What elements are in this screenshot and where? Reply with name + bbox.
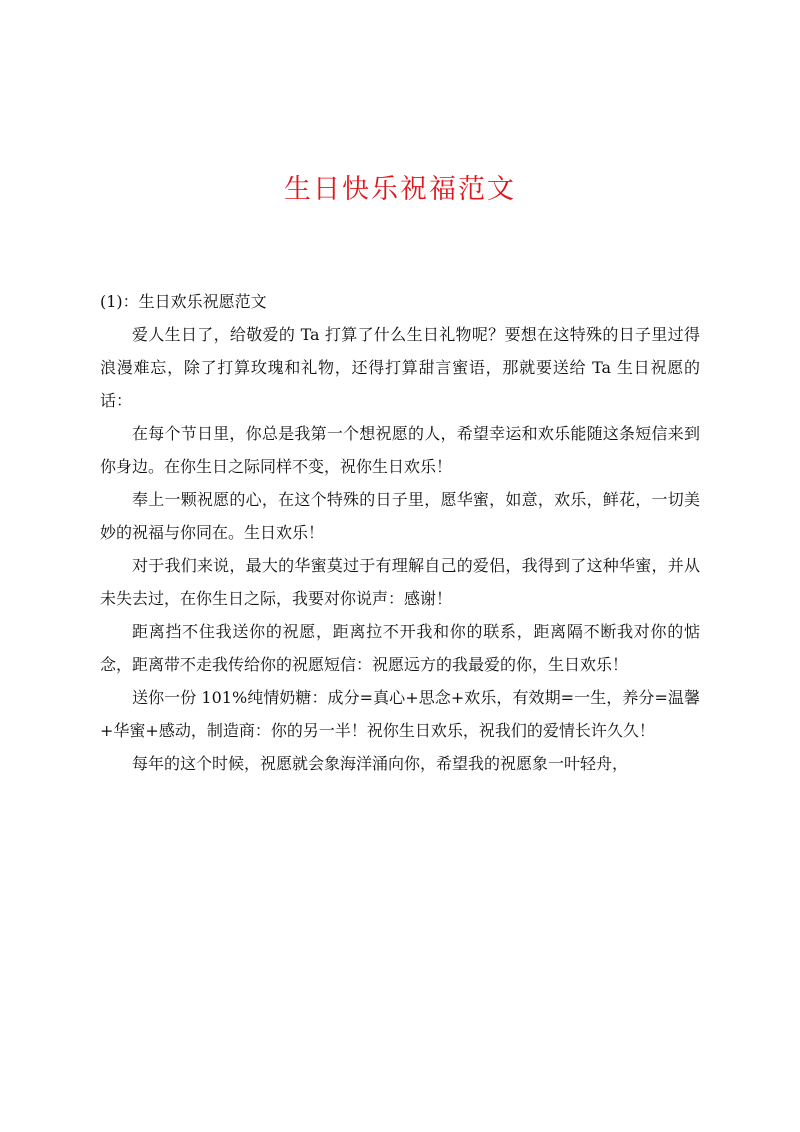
paragraph: 对于我们来说，最大的华蜜莫过于有理解自己的爱侣，我得到了这种华蜜，并从未失去过，在你生日之际，我要对你说声：感谢！ xyxy=(100,556,700,608)
document-title: 生日快乐祝福范文 xyxy=(284,174,516,205)
document-body xyxy=(100,285,700,780)
paragraph: 距离挡不住我送你的祝愿，距离拉不开我和你的联系，距离隔不断我对你的惦念，距离带不走我传给你的祝愿短信：祝愿远方的我最爱的你，生日欢乐！ xyxy=(100,622,700,674)
paragraph: 爱人生日了，给敬爱的 Ta 打算了什么生日礼物呢？要想在这特殊的日子里过得浪漫难忘，除了打算玫瑰和礼物，还得打算甜言蜜语，那就要送给 Ta 生日祝愿的话： xyxy=(100,325,700,410)
paragraph: 每年的这个时候，祝愿就会象海洋涌向你，希望我的祝愿象一叶轻舟， xyxy=(132,754,629,773)
section-heading: (1)：生日欢乐祝愿范文 xyxy=(100,292,267,311)
paragraph: 送你一份 101%纯情奶糖：成分=真心+思念+欢乐，有效期=一生，养分=温馨+华蜜+感动，制造商：你的另一半！祝你生日欢乐，祝我们的爱情长许久久！ xyxy=(100,688,700,740)
paragraph: 奉上一颗祝愿的心，在这个特殊的日子里，愿华蜜，如意，欢乐，鲜花，一切美妙的祝福与你同在。生日欢乐！ xyxy=(100,490,700,542)
paragraph: 在每个节日里，你总是我第一个想祝愿的人，希望幸运和欢乐能随这条短信来到你身边。在你生日之际同样不变，祝你生日欢乐！ xyxy=(100,424,700,476)
